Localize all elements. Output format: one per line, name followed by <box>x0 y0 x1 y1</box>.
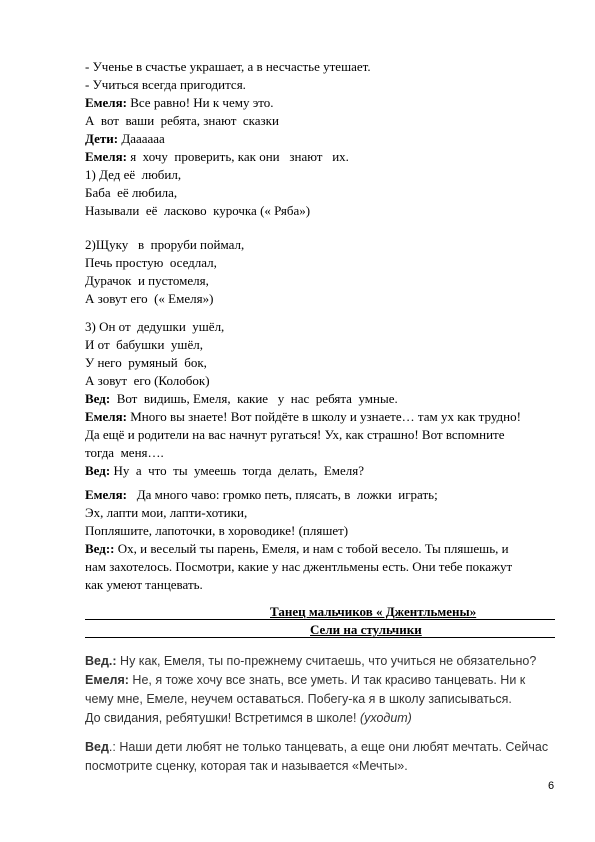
riddle-line: Печь простую оседлал, <box>85 255 217 270</box>
divider <box>85 637 555 638</box>
dialogue-line: Емеля: Да много чаво: громко петь, плясать, в ложки играть; <box>85 487 438 502</box>
dance-title: Танец мальчиков « Джентльмены» <box>270 604 477 619</box>
scene-1 <box>85 58 555 220</box>
dialogue-line: Вед: Ну а что ты умеешь тогда делать, Емеля? <box>85 463 365 478</box>
dialogue-line: как умеют танцевать. <box>85 577 203 592</box>
dialogue-line: А вот ваши ребята, знают сказки <box>85 113 279 128</box>
scene-dance-intro <box>85 486 555 594</box>
dialogue-line: Да ещё и родители на вас начнут ругаться! Ух, как страшно! Вот вспомните <box>85 427 505 442</box>
dialogue-line: Вед: Вот видишь, Емеля, какие у нас ребята умные. <box>85 391 398 406</box>
dance-heading <box>85 603 555 639</box>
riddle-line: Баба её любила, <box>85 185 178 200</box>
dance-subtitle: Сели на стульчики <box>310 622 422 637</box>
riddle-line: Называли её ласково курочка (« Ряба») <box>85 203 311 218</box>
dialogue-line: тогда меня…. <box>85 445 164 460</box>
dialogue-line: Попляшите, лапоточки, в хороводике! (пляшет) <box>85 523 349 538</box>
riddle-line: У него румяный бок, <box>85 355 207 370</box>
dialogue-line: Эх, лапти мои, лапти-хотики, <box>85 505 248 520</box>
riddle-line: А зовут его (Колобок) <box>85 373 210 388</box>
scene-end <box>85 652 555 776</box>
riddle-line: 3) Он от дедушки ушёл, <box>85 319 225 334</box>
riddle-line: И от бабушки ушёл, <box>85 337 203 352</box>
riddle-line: Дурачок и пустомеля, <box>85 273 209 288</box>
dialogue-line: - Учиться всегда пригодится. <box>85 77 246 92</box>
dialogue-line: - Ученье в счастье украшает, а в несчастье утешает. <box>85 59 371 74</box>
dialogue-line: нам захотелось. Посмотри, какие у нас джентльмены есть. Они тебе покажут <box>85 559 513 574</box>
riddle-2 <box>85 236 555 308</box>
riddle-line: 2)Щуку в проруби поймал, <box>85 237 245 252</box>
stage-direction: (уходит) <box>359 711 412 725</box>
dialogue-paragraph: Вед.: Ну как, Емеля, ты по-прежнему считаешь, что учиться не обязательно? <box>85 654 537 668</box>
dialogue-paragraph: Вед.: Наши дети любят не только танцевать, а еще они любят мечтать. Сейчас посмотрите сценку, которая так и называется «Мечты». <box>85 740 549 773</box>
riddle-line: 1) Дед её любил, <box>85 167 182 182</box>
dialogue-line: Вед:: Ох, и веселый ты парень, Емеля, и нам с тобой весело. Ты пляшешь, и <box>85 541 509 556</box>
dialogue-line: Емеля: Все равно! Ни к чему это. <box>85 95 274 110</box>
riddle-3 <box>85 318 555 480</box>
dialogue-line: Емеля: я хочу проверить, как они знают их. <box>85 149 349 164</box>
page-number: 6 <box>548 780 555 792</box>
dialogue-paragraph: До свидания, ребятушки! Встретимся в школе! (уходит) <box>85 711 412 725</box>
riddle-line: А зовут его (« Емеля») <box>85 291 214 306</box>
dialogue-paragraph: Емеля: Не, я тоже хочу все знать, все уметь. И так красиво танцевать. Ни к чему мне, Емеле, неучем оставаться. Побегу-ка я в школу записываться. <box>85 673 526 706</box>
dialogue-line: Дети: Даааааа <box>85 131 165 146</box>
dialogue-line: Емеля: Много вы знаете! Вот пойдёте в школу и узнаете… там ух как трудно! <box>85 409 521 424</box>
